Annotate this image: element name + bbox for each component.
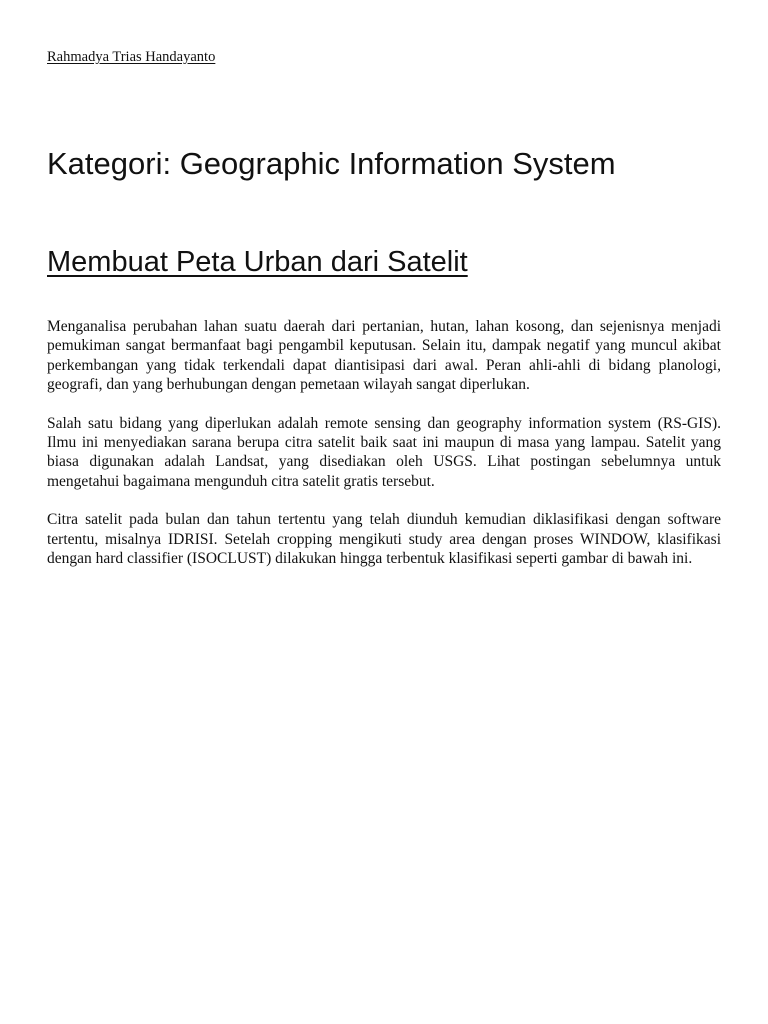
- post-body: [47, 317, 721, 587]
- category-heading: Kategori: Geographic Information System: [47, 145, 616, 181]
- body-paragraph-2: Salah satu bidang yang diperlukan adalah remote sensing dan geography information system (RS-GIS). Ilmu ini menyediakan sarana berupa citra satelit baik saat ini maupun di masa yang lampau. Satelit yang biasa digunakan adalah Landsat, yang disediakan oleh USGS. Lihat postingan sebelumnya untuk mengetahui bagaimana mengunduh citra satelit gratis tersebut.: [47, 414, 721, 490]
- post-title-link[interactable]: Membuat Peta Urban dari Satelit: [47, 246, 468, 278]
- body-paragraph-1: Menganalisa perubahan lahan suatu daerah dari pertanian, hutan, lahan kosong, dan sejenisnya menjadi pemukiman sangat bermanfaat bagi pengambil keputusan. Selain itu, dampak negatif yang muncul akibat perkembangan yang tidak terkendali dapat diantisipasi dari awal. Peran ahli-ahli di bidang planologi, geografi, dan yang berhubungan dengan pemetaan wilayah sangat diperlukan.: [47, 318, 721, 394]
- body-paragraph-3: Citra satelit pada bulan dan tahun tertentu yang telah diunduh kemudian diklasifikasi dengan software tertentu, misalnya IDRISI. Setelah cropping mengikuti study area dengan proses WINDOW, klasifikasi dengan hard classifier (ISOCLUST) dilakukan hingga terbentuk klasifikasi seperti gambar di bawah ini.: [47, 511, 721, 568]
- author-link[interactable]: Rahmadya Trias Handayanto: [47, 49, 216, 65]
